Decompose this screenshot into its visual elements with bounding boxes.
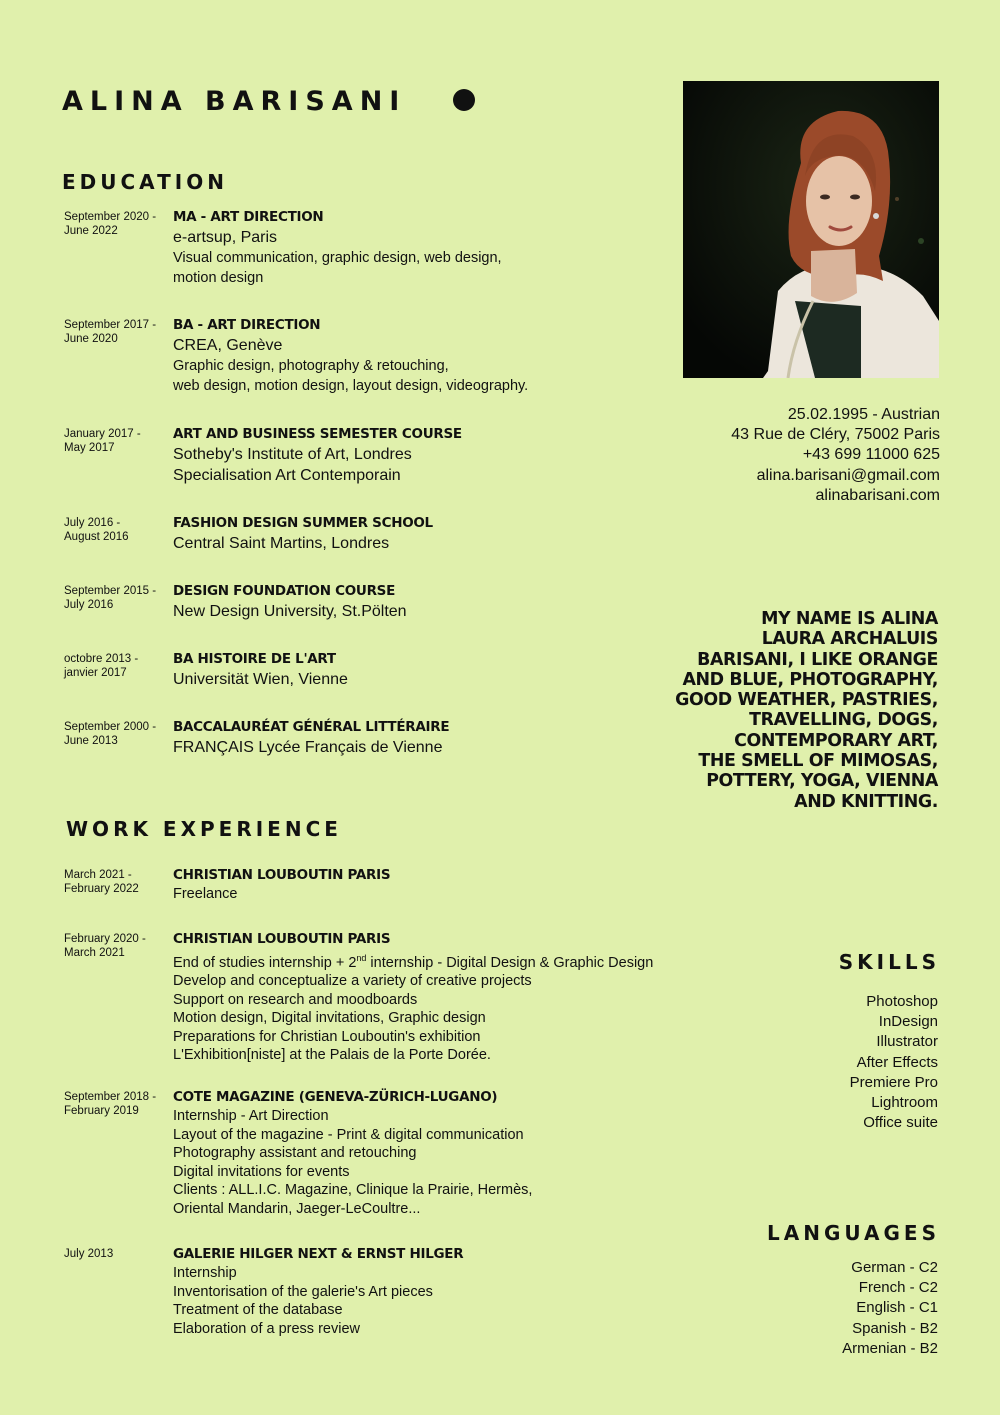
email-link[interactable]: alina.barisani@gmail.com [756,466,940,484]
entry-line: Internship - Art Direction [173,1108,329,1124]
entry-detail: web design, motion design, layout design, videography. [173,378,529,394]
entry-title: FASHION DESIGN SUMMER SCHOOL [173,515,433,531]
entry-school: e-artsup, Paris [173,229,278,246]
entry-detail: motion design [173,270,264,286]
skill-item: Office suite [863,1114,938,1132]
skill-item: Photoshop [866,993,938,1010]
entry-line: Digital invitations for events [173,1163,350,1180]
bio-line: CONTEMPORARY ART, [734,730,938,751]
entry-line: Preparations for Christian Louboutin's exhibition [173,1028,481,1045]
entry-date: January 2017 - May 2017 [64,428,141,454]
entry-line-text: End of studies internship + 2 [173,954,357,971]
entry-date: March 2021 - February 2022 [64,869,139,895]
entry-date: February 2020 - March 2021 [64,933,146,959]
address: 43 Rue de Cléry, 75002 Paris [731,426,940,444]
entry-line: Inventorisation of the galerie's Art pieces [173,1283,433,1300]
entry-title: BA - ART DIRECTION [173,317,321,333]
candidate-name: ALINA BARISANI [62,86,407,117]
entry-date: September 2018 - February 2019 [64,1091,157,1117]
bio-line: BARISANI, I LIKE ORANGE [697,649,938,670]
entry-line-text: internship - Digital Design & Graphic Design [366,954,654,971]
bio-line: POTTERY, YOGA, VIENNA [706,771,938,792]
entry-line: Develop and conceptualize a variety of creative projects [173,973,532,990]
language-item: German - C2 [851,1259,938,1276]
work-experience-title: WORK EXPERIENCE [66,817,342,841]
skills-list [850,992,938,1133]
entry-title: COTE MAGAZINE (GENEVA-ZÜRICH-LUGANO) [173,1089,498,1105]
bullet-dot [453,89,475,111]
entry-title: BACCALAURÉAT GÉNÉRAL LITTÉRAIRE [173,719,450,735]
entry-detail: Visual communication, graphic design, web design, [173,250,502,266]
entry-detail: Graphic design, photography & retouching, [173,358,449,374]
entry-school: CREA, Genève [173,337,283,354]
language-item: Spanish - B2 [852,1319,938,1337]
languages-title: LANGUAGES [767,1221,940,1245]
language-item: Armenian - B2 [842,1339,938,1357]
entry-date: September 2020 - June 2022 [64,211,157,237]
entry-date: July 2016 - August 2016 [64,517,129,543]
bio-line: AND BLUE, PHOTOGRAPHY, [682,669,938,690]
entry-line: Motion design, Digital invitations, Graphic design [173,1010,486,1027]
entry-date: September 2015 - July 2016 [64,585,157,611]
entry-date: octobre 2013 - janvier 2017 [64,653,139,679]
skill-item: InDesign [878,1013,938,1031]
entry-line: Internship [173,1265,237,1281]
entry-school: New Design University, St.Pölten [173,603,407,620]
bio-line: MY NAME IS ALINA [761,609,938,629]
bio-statement [598,609,938,812]
education-title: EDUCATION [62,170,228,194]
entry-line: Clients : ALL.I.C. Magazine, Clinique la Prairie, Hermès, [173,1182,533,1198]
language-item: English - C1 [856,1299,938,1317]
entry-line: Photography assistant and retouching [173,1145,417,1161]
profile-photo [683,81,939,378]
entry-line: Support on research and moodboards [173,991,418,1008]
entry-line: Freelance [173,886,238,902]
entry-line: L'Exhibition[niste] at the Palais de la Porte Dorée. [173,1047,491,1064]
entry-school: FRANÇAIS Lycée Français de Vienne [173,739,443,756]
entry-title: BA HISTOIRE DE L'ART [173,651,336,667]
skill-item: Premiere Pro [849,1073,938,1091]
ordinal-suffix: nd [356,953,367,963]
bio-line: TRAVELLING, DOGS, [749,710,938,731]
entry-line: Oriental Mandarin, Jaeger-LeCoultre... [173,1200,421,1217]
entry-title: MA - ART DIRECTION [173,209,324,225]
skill-item: After Effects [856,1053,938,1071]
entry-line: Elaboration of a press review [173,1320,360,1337]
skills-title: SKILLS [838,950,940,974]
entry-line: Layout of the magazine - Print & digital communication [173,1126,524,1143]
entry-line: Treatment of the database [173,1302,343,1318]
entry-title: GALERIE HILGER NEXT & ERNST HILGER [173,1246,464,1262]
entry-title: CHRISTIAN LOUBOUTIN PARIS [173,867,391,883]
entry-date: September 2017 - June 2020 [64,319,157,345]
bio-line: THE SMELL OF MIMOSAS, [698,751,938,772]
bio-line: LAURA ARCHALUIS [761,629,938,650]
entry-school: Central Saint Martins, Londres [173,535,390,552]
entry-line [173,949,713,972]
entry-title: CHRISTIAN LOUBOUTIN PARIS [173,931,391,947]
entry-detail: Specialisation Art Contemporain [173,467,401,484]
skill-item: Lightroom [871,1094,938,1112]
bio-line: GOOD WEATHER, PASTRIES, [675,690,938,711]
phone: +43 699 11000 625 [802,446,940,464]
skill-item: Illustrator [876,1033,938,1051]
language-item: French - C2 [858,1279,938,1297]
languages-list [842,1258,938,1359]
website-link[interactable]: alinabarisani.com [815,486,940,504]
entry-title: ART AND BUSINESS SEMESTER COURSE [173,426,462,442]
entry-title: DESIGN FOUNDATION COURSE [173,583,396,599]
entry-date: July 2013 [64,1248,114,1260]
bio-line: AND KNITTING. [794,791,938,812]
entry-school: Universität Wien, Vienne [173,671,348,688]
contact-info [731,405,940,506]
entry-school: Sotheby's Institute of Art, Londres [173,446,412,463]
entry-date: September 2000 - June 2013 [64,721,157,747]
birth-nationality: 25.02.1995 - Austrian [787,406,940,423]
